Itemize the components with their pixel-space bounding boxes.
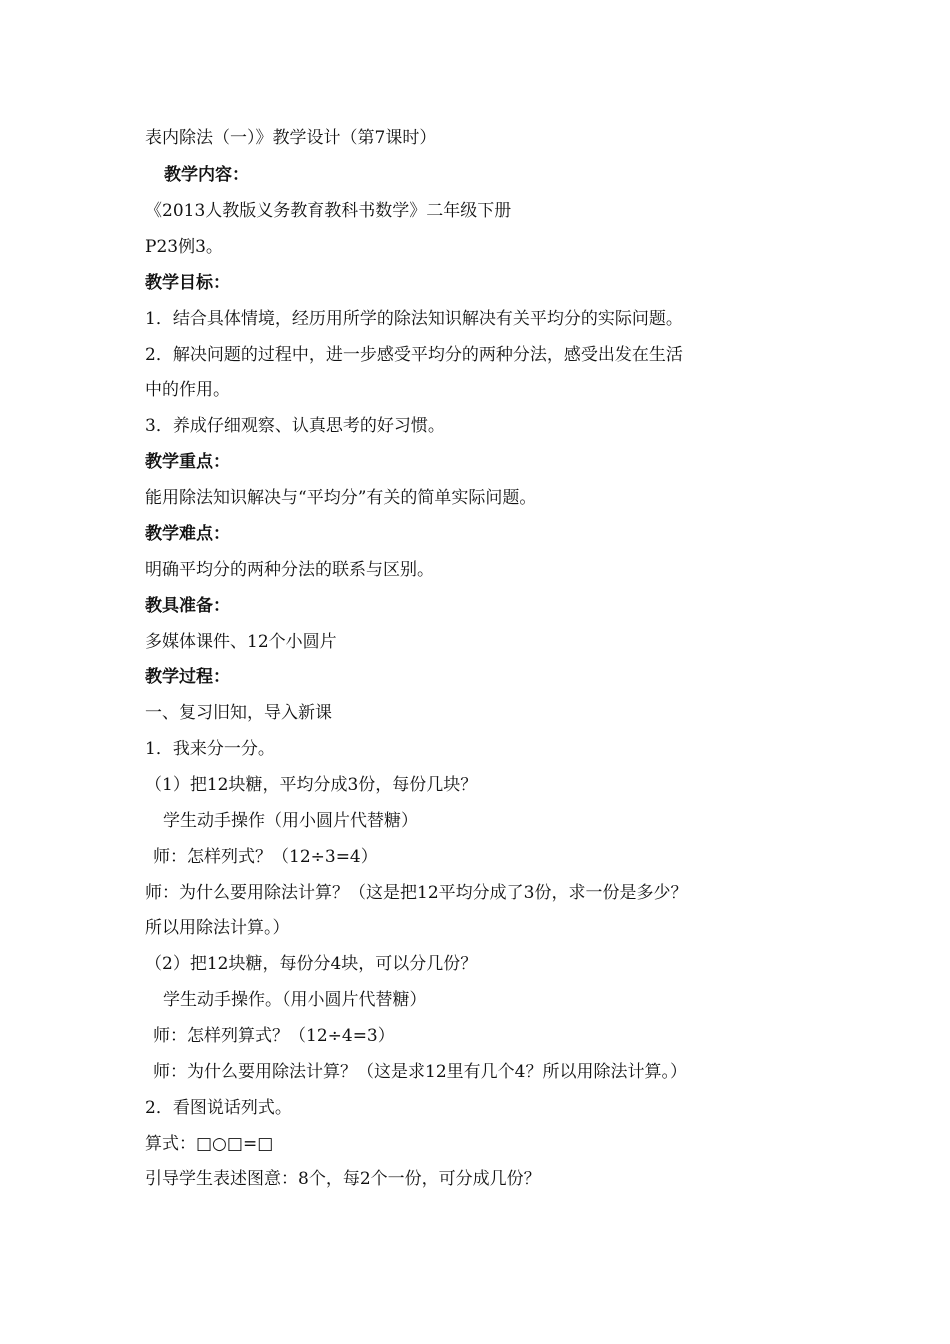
content-line-1: 《2013人教版义务教育教科书数学》二年级下册 (145, 201, 512, 221)
process-heading: 教学过程： (145, 667, 230, 687)
goal-1: 1．结合具体情境，经历用所学的除法知识解决有关平均分的实际问题。 (145, 309, 683, 329)
goal-2-line-1: 2．解决问题的过程中，进一步感受平均分的两种分法，感受出发在生活 (145, 345, 683, 365)
formula-template: 算式：□○□=□ (145, 1134, 274, 1154)
goal-2-line-2: 中的作用。 (145, 380, 230, 400)
goal-3: 3．养成仔细观察、认真思考的好习惯。 (145, 416, 445, 436)
question-1-why-line-1: 师：为什么要用除法计算？（这是把12平均分成了3份，求一份是多少？ (145, 883, 688, 903)
key-heading: 教学重点： (145, 452, 230, 472)
content-line-2: P23例3。 (145, 237, 223, 257)
question-2-ask: 师：怎样列算式？（12÷4=3） (153, 1026, 395, 1046)
difficulty-heading: 教学难点： (145, 524, 230, 544)
question-1-operation: 学生动手操作（用小圆片代替糖） (163, 811, 418, 831)
question-1-why-line-2: 所以用除法计算。） (145, 918, 290, 938)
key-text: 能用除法知识解决与“平均分”有关的简单实际问题。 (145, 488, 537, 508)
content-heading: 教学内容： (164, 165, 249, 185)
difficulty-text: 明确平均分的两种分法的联系与区别。 (145, 560, 434, 580)
question-1-ask: 师：怎样列式？（12÷3=4） (153, 847, 378, 867)
materials-heading: 教具准备： (145, 596, 230, 616)
process-step-1: 一、复习旧知，导入新课 (145, 703, 332, 723)
question-2-operation: 学生动手操作。（用小圆片代替糖） (163, 990, 427, 1010)
goals-heading: 教学目标： (145, 273, 230, 293)
document-title: 表内除法（一）》教学设计（第7课时） (145, 128, 437, 148)
process-sub-2: 2．看图说话列式。 (145, 1098, 292, 1118)
materials-text: 多媒体课件、12个小圆片 (145, 632, 337, 652)
guide-text: 引导学生表述图意：8个，每2个一份，可分成几份？ (145, 1169, 541, 1189)
question-2: （2）把12块糖，每份分4块，可以分几份？ (145, 954, 478, 974)
process-sub-1: 1．我来分一分。 (145, 739, 275, 759)
question-2-why: 师：为什么要用除法计算？（这是求12里有几个4？所以用除法计算。） (153, 1062, 687, 1082)
question-1: （1）把12块糖，平均分成3份，每份几块？ (145, 775, 478, 795)
